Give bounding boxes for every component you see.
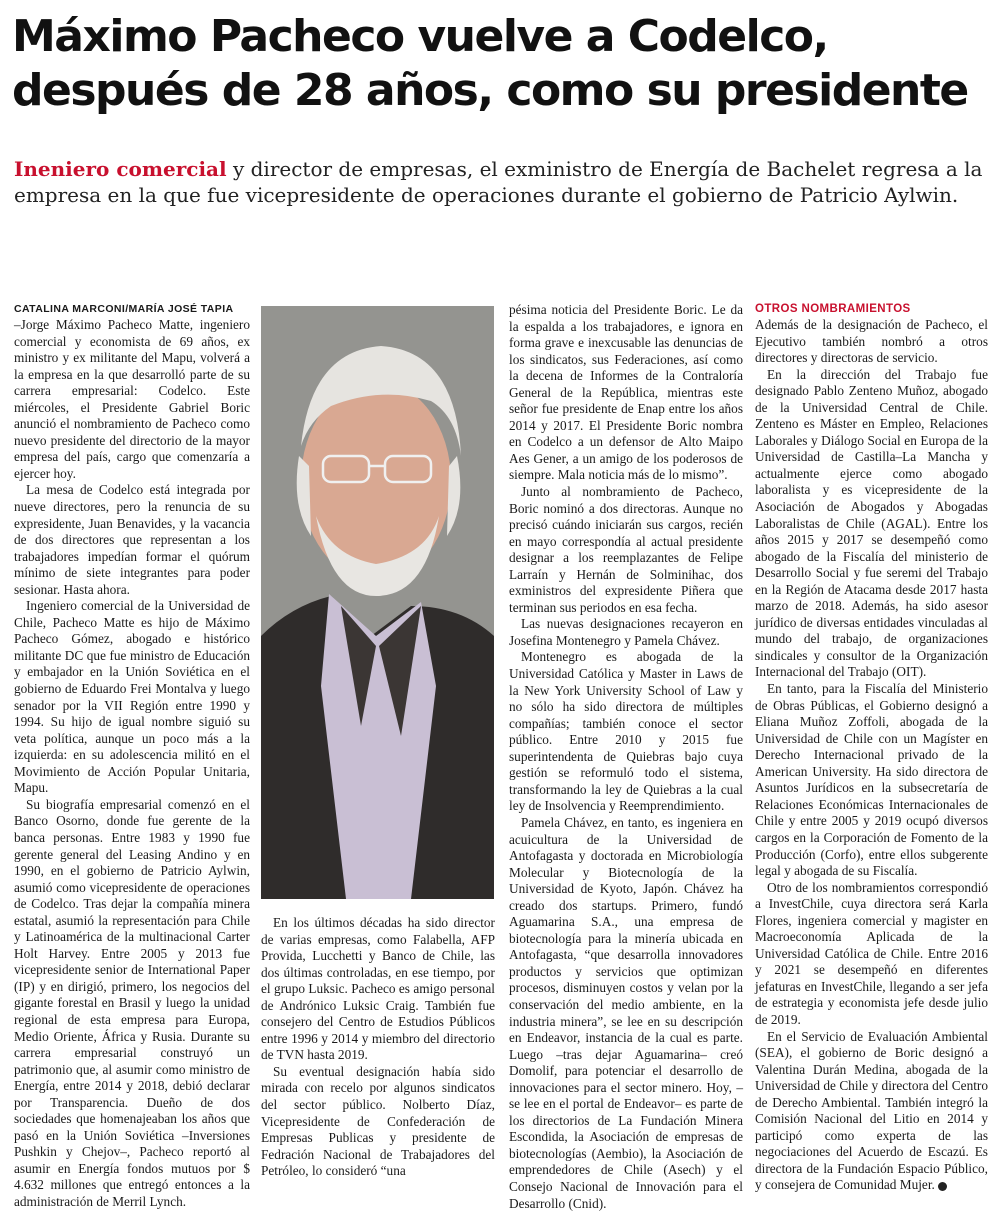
article-column-4: [755, 302, 988, 1194]
article-paragraph: Pamela Chávez, en tanto, es ingeniera en acuicultura de la Universidad de Antofagasta y doctorada en Microbiología Molecular y Biotecnología de la Universidad de Kyoto, Japón. Chávez ha creado dos startups. Primero, fundó Aguamarina S.A., una empresa de biotecnología para la minería ubicada en Antofagasta, “que desarrolla innovadores productos y servicios que optimizan procesos, disminuyen costos y velan por la conservación del medio ambiente, en la industria minera”, se lee en su descripción en Endeavor, instancia de la cual es parte. Luego –tras dejar Aguamarina– creó Domolif, para potenciar el desarrollo de innovaciones para el sector minero. Hoy, –se lee en el portal de Endeavor– es parte de los directorios de La Fundación Minera Escondida, la Asociación de empresas de biotecnologías (Aembio), la Asociación de emprendedores de Chile (Asech) y el Consejo Nacional de Innovación para el Desarrollo (Cnid).: [509, 814, 743, 1211]
article-paragraph: Además de la designación de Pacheco, el Ejecutivo también nombró a otros directores y directoras de servicio.: [755, 317, 988, 366]
byline: CATALINA MARCONI/MARÍA JOSÉ TAPIA: [14, 303, 234, 315]
lead-text: y director de empresas, el exministro de Energía de Bachelet regresa a la empresa en la que fue vicepresidente de operaciones durante el gobierno de Patricio Aylwin.: [14, 157, 983, 207]
article-paragraph: Otro de los nombramientos correspondió a InvestChile, cuya directora será Karla Flores, ingeniera comercial y magister en Macroeconomía Aplicada de la Universidad Católica de Chile. Entre 2016 y 2021 se desempeñó en diferentes jefaturas en InvestChile, llegando a ser jefa de estrategia y economista jefe desde julio de 2019.: [755, 879, 988, 1027]
lead-paragraph: [14, 156, 989, 208]
headline: [12, 10, 992, 118]
article-paragraph: Las nuevas designaciones recayeron en Josefina Montenegro y Pamela Chávez.: [509, 616, 743, 648]
article-paragraph: En tanto, para la Fiscalía del Ministerio de Obras Públicas, el Gobierno designó a Eliana Muñoz Zoffoli, abogada de la Universidad de Chile con un Magíster en Derecho Internacional privado de la American University. Ha sido directora de Asuntos Jurídicos en la subsecretaría de Relaciones Económicas Internacionales de Chile y entre 2005 y 2019 ocupó diversos cargos en la Corporación de Fomento de la Producción (Corfo), entre ellos subgerente legal y abogada de su Fiscalía.: [755, 681, 988, 879]
final-paragraph-text: En el Servicio de Evaluación Ambiental (SEA), el gobierno de Boric designó a Valentina Durán Medina, abogada de la Universidad de Chile y directora del Centro de Derecho Ambiental. También integró la Comisión Nacional del Litio en 2014 y participó como experta de las negociaciones del Acuerdo de Escazú. Es directora de la Fundación Espacio Público, y consejera de Comunidad Mujer.: [755, 1028, 988, 1193]
article-paragraph: En los últimos décadas ha sido director de varias empresas, como Falabella, AFP Provida, Lucchetti y Banco de Chile, las dos últimas controladas, en ese tiempo, por el grupo Luksic. Pacheco es amigo personal de Andrónico Luksic Craig. También fue consejero del Centro de Estudios Públicos entre 1996 y 2014 y miembro del directorio de TVN hasta 2019.: [261, 915, 495, 1063]
article-paragraph: Montenegro es abogada de la Universidad Católica y Master in Laws de la New York University School of Law y no sólo ha sido directora de múltiples compañías; también conoce el sector público. Entre 2010 y 2015 fue superintendenta de Quiebras bajo cuya gestión se reformuló todo el sistema, transformando la ley de Quiebras a la cual ley de Insolvencia y Reemprendimiento.: [509, 649, 743, 814]
article-paragraph: Su eventual designación había sido mirada con recelo por algunos sindicatos del sector público. Nolberto Díaz, Vicepresidente de Confederación de Empresas Publicas y presidente de Fedración Nacional de Trabajadores del Petróleo, lo consideró “una: [261, 1063, 495, 1179]
article-paragraph: Junto al nombramiento de Pacheco, Boric nominó a dos directoras. Aunque no precisó cuándo iniciarán sus cargos, recién en mayo correspondía al actual presidente designar a los reemplazantes de Felipe Larraín y Hernán de Solminihac, dos exministros del expresidente Piñera que terminan sus periodos en esa fecha.: [509, 484, 743, 615]
headline-line-1: Máximo Pacheco vuelve a Codelco,: [12, 11, 828, 62]
portrait-illustration: [261, 306, 494, 899]
article-paragraph: Su biografía empresarial comenzó en el Banco Osorno, donde fue gerente de la banca personas. Entre 1983 y 1990 fue gerente general del Leasing Andino y en 1990, en el gobierno de Patricio Aylwin, asumió como vicepresidente de operaciones de Codelco. Tras dejar la compañía minera estatal, asumió la representación para Chile y Latinoamérica de la multinacional Carter Holt Harvey. Entre 2005 y 2013 fue vicepresidente senior de International Paper (IP) y en dirigió, primero, los negocios del gigante forestal en Brasil y luego la unidad regional de esta empresa para Europa, Medio Oriente, África y Rusia. Durante su carrera empresarial construyó un patrimonio que, al asumir como ministro de Energía, entre 2014 y 2018, debió declarar por Transparencia. Dueño de dos sociedades que homenajeaban los años que pasó en la Unión Soviética –Inversiones Pushkin y Chejov–, Pacheco reportó al asumir en Energía fondos mutuos por $ 4.632 millones que entregó entonces a la administración de Merril Lynch.: [14, 796, 250, 1209]
article-column-2: [261, 915, 495, 1180]
article-paragraph: pésima noticia del Presidente Boric. Le da la espalda a los trabajadores, e ignora en forma grave e inexcusable las denuncias de los sindicatos, sus Federaciones, así como la decena de Informes de la Contraloría General de la República, mientras este señor fue presidente de Enap entre los años 2014 y 2017. El Presidente Boric nombra en Codelco a un defensor de Alto Maipo Aes Gener, a un amigo de los poderosos de siempre. Mala noticia más de lo mismo”.: [509, 302, 743, 483]
article-column-3: [509, 302, 743, 1212]
section-heading: OTROS NOMBRAMIENTOS: [755, 303, 911, 315]
headline-line-2: después de 28 años, como su presidente: [12, 65, 968, 116]
end-of-article-icon: [938, 1182, 947, 1191]
article-paragraph-final: [755, 1029, 988, 1194]
lead-kicker: Ineniero comercial: [14, 157, 227, 181]
article-paragraph: En la dirección del Trabajo fue designado Pablo Zenteno Muñoz, abogado de la Universidad Central de Chile. Zenteno es Máster en Empleo, Relaciones Laborales y Diálogo Social en Europa de la Universidad de Castilla–La Mancha y actualmente ejerce como abogado laboralista y es vicepresidente de la Asociación de Abogados y Abogadas Laboralistas de Chile (AGAL). Entre los años 2015 y 2017 se desempeñó como abogado de la Fiscalía del ministerio de Desarrollo Social y fue seremi del Trabajo en la Región de Atacama desde 2017 hasta marzo de 2018. Además, ha sido asesor jurídico de diversas entidades vinculadas al mundo del trabajo, de organizaciones sindicales y consultor de la Organización Internacional del Trabajo (OIT).: [755, 366, 988, 680]
article-paragraph: La mesa de Codelco está integrada por nueve directores, pero la renuncia de su expresidente, Juan Benavides, y la vacancia de dos directores que representan a los trabajadores impedían formar el quórum mínimo de siete integrantes para poder sesionar. Hasta ahora.: [14, 482, 250, 597]
article-paragraph: Ingeniero comercial de la Universidad de Chile, Pacheco Matte es hijo de Máximo Pacheco Gómez, abogado e histórico militante DC que fue ministro de Educación y embajador en la Unión Soviética en el gobierno de Eduardo Frei Montalva y luego senador por la VII Región entre 1990 y 1994. Su hijo de igual nombre siguió su veta política, aunque un poco más a la izquierda: en su adolescencia militó en el Movimiento de Acción Popular Unitaria, Mapu.: [14, 598, 250, 796]
article-column-1: [14, 302, 250, 1211]
portrait-photo: [261, 306, 494, 899]
article-paragraph: –Jorge Máximo Pacheco Matte, ingeniero comercial y economista de 69 años, ex ministro y ex militante del Mapu, volverá a la empresa en la que desarrolló parte de su carrera empresarial: Codelco. Este miércoles, el Presidente Gabriel Boric anunció el nombramiento de Pacheco como nuevo presidente del directorio de la mayor empresa del país, cargo que comenzaría a ejercer hoy.: [14, 317, 250, 481]
